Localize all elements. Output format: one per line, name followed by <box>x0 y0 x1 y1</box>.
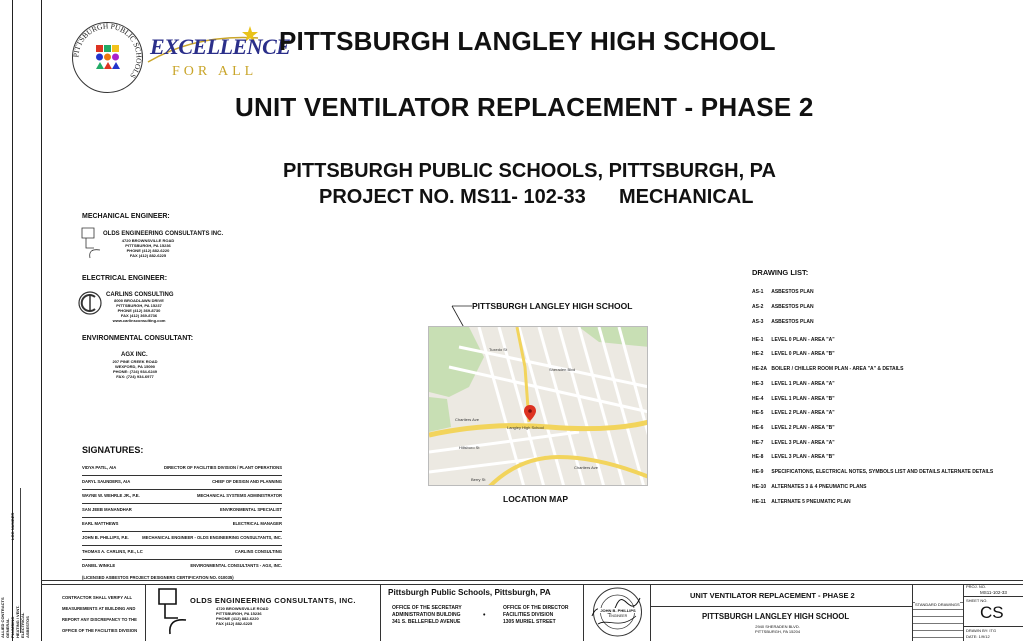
margin-line <box>41 0 42 641</box>
allied-label: ALLIED CONTRACTS <box>0 597 5 638</box>
firm-addr-line: PHONE (412) 882-6220 <box>216 616 259 621</box>
mech-addr-line: FAX (412) 882-6225 <box>129 253 167 258</box>
elec-firm-name: CARLINS CONSULTING <box>106 292 174 298</box>
signer-title: ENVIRONMENTAL SPECIALIST <box>220 507 282 512</box>
drawing-title: BOILER / CHILLER ROOM PLAN - AREA "A" & DETAILS <box>771 366 904 372</box>
signer-title: DIRECTOR OF FACILITIES DIVISION / PLANT OPERATIONS <box>163 465 282 470</box>
drawing-code: AS-3 <box>752 319 764 325</box>
firm-addr-line: PITTSBURGH, PA 15236 <box>216 611 262 616</box>
heating-label: HEATING / VENT. <box>15 605 20 638</box>
title-block-divider <box>380 584 381 641</box>
signer-title: MECHANICAL ENGINEER - OLDS ENGINEERING CONSULTANTS, INC. <box>142 535 282 540</box>
drawing-code: HE-3 <box>752 381 764 387</box>
signature-row <box>82 476 282 490</box>
env-addr-line: 207 PINE CREEK ROAD <box>112 359 158 364</box>
street-label: Tuxedo St <box>489 347 508 352</box>
signer-title: ELECTRICAL MANAGER <box>232 521 282 526</box>
location-map <box>428 326 648 486</box>
project-title: UNIT VENTILATOR REPLACEMENT - PHASE 2 <box>235 92 814 122</box>
drawing-title: LEVEL 0 PLAN - AREA "A" <box>771 337 835 343</box>
title-block-divider <box>650 606 912 607</box>
school-title: PITTSBURGH LANGLEY HIGH SCHOOL <box>279 26 776 56</box>
street-label: Berry St <box>471 477 486 482</box>
signer-title: MECHANICAL SYSTEMS ADMINISTRATOR <box>197 493 282 498</box>
map-caption: LOCATION MAP <box>503 494 569 504</box>
drawing-title: LEVEL 1 PLAN - AREA "A" <box>771 381 835 387</box>
sheet-no-label: SHEET NO. <box>966 598 988 603</box>
drawing-list-item <box>752 304 814 310</box>
signature-row <box>82 518 282 532</box>
plumbing-label: PLUMBING <box>10 616 15 638</box>
drawing-code: HE-9 <box>752 469 764 475</box>
sheet-no-value: CS <box>980 603 1004 622</box>
signer-name: DANIEL WINKLE <box>82 563 116 568</box>
signature-row <box>82 532 282 546</box>
office-director <box>503 605 568 626</box>
seal-subtitle: ENGINEER <box>608 614 628 618</box>
drawing-code: HE-2 <box>752 351 764 357</box>
street-label: Chartiers Ave <box>455 417 479 422</box>
drawing-title: LEVEL 1 PLAN - AREA "B" <box>771 396 835 402</box>
drawing-code: HE-10 <box>752 484 767 490</box>
signer-name: THOMAS A. CARLINS, P.E., LC <box>82 549 143 554</box>
elec-addr-line: PITTSBURGH, PA 15237 <box>116 303 162 308</box>
signer-title: ENVIRONMENTAL CONSULTANTS - AGX, INC. <box>190 563 282 568</box>
signer-name: VIDYA PATIL, AIA <box>82 465 117 470</box>
mech-engineer-label: MECHANICAL ENGINEER: <box>82 213 170 220</box>
title-block-divider <box>650 584 651 641</box>
drawing-title: ASBESTOS PLAN <box>771 304 814 310</box>
drawing-list-item <box>752 410 835 416</box>
title-block-divider <box>583 584 584 641</box>
excellence-logo <box>146 24 291 86</box>
street-label: Hillsboro St <box>459 445 480 450</box>
note-line: CONTRACTOR SHALL VERIFY ALL <box>62 595 133 600</box>
bullet-separator: • <box>483 612 486 619</box>
drawing-title: ASBESTOS PLAN <box>771 289 814 295</box>
contracts-labels <box>0 597 30 638</box>
drawing-code: AS-1 <box>752 289 764 295</box>
drawing-title: ALTERNATES 3 & 4 PNEUMATIC PLANS <box>771 484 867 490</box>
note-line: MEASUREMENTS AT BUILDING AND <box>62 606 136 611</box>
drawing-list-item <box>752 454 835 460</box>
drawing-title: ALTERNATE 5 PNEUMATIC PLAN <box>771 499 851 505</box>
mech-firm-name: OLDS ENGINEERING CONSULTANTS INC. <box>103 231 224 237</box>
signature-row <box>82 462 282 476</box>
carlins-logo <box>78 291 102 315</box>
title-block-project-title: UNIT VENTILATOR REPLACEMENT - PHASE 2 <box>690 591 855 600</box>
engineer-seal <box>590 586 645 638</box>
signature-row <box>82 490 282 504</box>
title-block-divider <box>145 584 146 641</box>
title-block-firm-name: OLDS ENGINEERING CONSULTANTS, INC. <box>190 596 356 605</box>
drawing-code: HE-1 <box>752 337 764 343</box>
office-line: OFFICE OF THE SECRETARY <box>392 605 462 611</box>
signer-name: JOHN B. PHILLIPS, P.E. <box>82 535 129 540</box>
log-number-label: LOG NUMBER <box>10 512 15 540</box>
signer-name: SAN JEEB MANANDHAR <box>82 507 132 512</box>
title-block-divider <box>963 596 1023 597</box>
drawing-list-item <box>752 319 814 325</box>
contractor-note <box>62 592 137 636</box>
office-line: FACILITIES DIVISION <box>503 612 554 618</box>
env-addr-line: FAX: (724) 934-6977 <box>116 374 154 379</box>
project-number: PROJECT NO. MS11- 102-33 <box>319 186 586 208</box>
street-label: Chartiers Ave <box>574 465 598 470</box>
title-block-divider <box>963 584 964 641</box>
drawing-code: HE-11 <box>752 499 766 505</box>
svg-text:PITTSBURGH PUBLIC SCHOOLS: PITTSBURGH PUBLIC SCHOOLS <box>71 21 144 81</box>
signature-row <box>82 546 282 560</box>
env-firm-address <box>105 359 165 379</box>
electrical-label: ELECTRICAL <box>20 612 25 638</box>
asbestos-label: ASBESTOS <box>25 616 30 638</box>
drawing-list-item <box>752 289 814 295</box>
drawing-code: AS-2 <box>752 304 764 310</box>
drawing-list-item <box>752 469 993 475</box>
title-block-firm-address <box>216 606 268 626</box>
mech-addr-line: PHONE (412) 882-6220 <box>126 248 170 253</box>
title-block-top-border <box>41 584 1023 585</box>
drawing-list-item <box>752 425 835 431</box>
note-line: OFFICE OF THE FACILITIES DIVISION <box>62 628 138 633</box>
env-firm-name: AGX INC. <box>121 352 148 358</box>
mech-addr-line: PITTSBURGH, PA 15236 <box>125 243 171 248</box>
standard-drawings-label: STANDARD DRAWINGS <box>915 602 960 607</box>
office-line: 341 S. BELLEFIELD AVENUE <box>392 619 461 625</box>
drawing-date: DATE: 1/9/12 <box>966 634 990 639</box>
seal-name: JOHN B. PHILLIPS <box>598 608 638 613</box>
title-block-top-border <box>41 580 1023 581</box>
drawing-list-label: DRAWING LIST: <box>752 268 809 277</box>
elec-addr-line: 8000 BROADLAWN DRIVE <box>114 298 164 303</box>
title-block-divider <box>963 626 1023 627</box>
title-block-school-address <box>755 624 800 634</box>
office-line: OFFICE OF THE DIRECTOR <box>503 605 569 611</box>
elec-engineer-label: ELECTRICAL ENGINEER: <box>82 275 168 282</box>
title-block-school-name: PITTSBURGH LANGLEY HIGH SCHOOL <box>702 612 850 621</box>
mech-addr-line: 4720 BROWNSVILLE ROAD <box>121 238 175 243</box>
olds-logo-large <box>156 586 188 636</box>
signature-footnote: (LICENSED ASBESTOS PROJECT DESIGNERS CERTIFICATION NO. 010035) <box>82 575 234 580</box>
signature-row <box>82 504 282 518</box>
office-line: 1305 MURIEL STREET <box>503 619 556 625</box>
margin-line <box>12 0 13 641</box>
drawing-list-item <box>752 351 835 357</box>
drawing-title: ASBESTOS PLAN <box>771 319 814 325</box>
map-callout: PITTSBURGH LANGLEY HIGH SCHOOL <box>472 301 633 311</box>
drawing-title: SPECIFICATIONS, ELECTRICAL NOTES, SYMBOLS LIST AND DETAILS ALTERNATE DETAILS <box>771 469 994 475</box>
firm-addr-line: 4720 BROWNSVILLE ROAD <box>216 606 269 611</box>
general-label: GENERAL <box>5 618 10 638</box>
drawing-code: HE-4 <box>752 396 764 402</box>
env-addr-line: WEXFORD, PA 15090 <box>114 364 155 369</box>
pps-logo <box>70 20 145 95</box>
mech-firm-address <box>103 238 193 258</box>
street-label: Langley High School <box>507 425 544 430</box>
office-secretary <box>392 605 462 626</box>
drawing-title: LEVEL 3 PLAN - AREA "A" <box>771 440 835 446</box>
drawn-by: DRAWN BY: ITG <box>966 628 997 633</box>
drawing-code: HE-2A <box>752 366 768 372</box>
drawing-list-item <box>752 499 851 505</box>
drawing-list-item <box>752 396 835 402</box>
drawing-title: LEVEL 2 PLAN - AREA "A" <box>771 410 835 416</box>
note-line: REPORT ANY DISCREPANCY TO THE <box>62 617 137 622</box>
district-subtitle: PITTSBURGH PUBLIC SCHOOLS, PITTSBURGH, PA <box>283 160 776 182</box>
proj-no-value: MS11-102-33 <box>980 590 1007 595</box>
olds-logo-small <box>80 226 102 260</box>
drawing-list-item <box>752 440 835 446</box>
env-addr-line: PHONE: (724) 934-6249 <box>112 369 158 374</box>
signer-title: CHIEF OF DESIGN AND PLANNING <box>212 479 282 484</box>
drawing-list-item <box>752 484 867 490</box>
proj-no-label: PROJ. NO. <box>966 584 987 589</box>
elec-firm-address <box>104 298 174 323</box>
elec-addr-line: FAX (412) 369-8736 <box>120 313 158 318</box>
excellence-word: EXCELLENCE <box>150 34 291 59</box>
school-addr-line: 2940 SHERADEN BLVD. <box>755 624 800 629</box>
discipline-label: MECHANICAL <box>619 186 754 208</box>
drawing-code: HE-8 <box>752 454 764 460</box>
firm-addr-line: FAX (412) 882-6225 <box>216 621 253 626</box>
elec-addr-line: PHONE (412) 369-8730 <box>117 308 161 313</box>
env-consultant-label: ENVIRONMENTAL CONSULTANT: <box>82 335 194 342</box>
title-block-district: Pittsburgh Public Schools, Pittsburgh, PA <box>388 588 551 597</box>
drawing-title: LEVEL 0 PLAN - AREA "B" <box>771 351 835 357</box>
signature-row <box>82 560 282 574</box>
drawing-list-item <box>752 366 903 372</box>
elec-addr-line: www.carlinsconsulting.com <box>112 318 166 323</box>
drawing-list-item <box>752 381 835 387</box>
drawing-title: LEVEL 3 PLAN - AREA "B" <box>771 454 835 460</box>
signer-name: EARL MATTHEWS <box>82 521 119 526</box>
school-addr-line: PITTSBURGH, PA 15204 <box>755 629 801 634</box>
drawing-code: HE-5 <box>752 410 764 416</box>
drawing-title: LEVEL 2 PLAN - AREA "B" <box>771 425 835 431</box>
street-label: Sheraden Blvd <box>549 367 576 372</box>
signer-name: WAYNE W. WEHRLE JR., P.E. <box>82 493 140 498</box>
signer-title: CARLINS CONSULTING <box>234 549 282 554</box>
drawing-code: HE-6 <box>752 425 764 431</box>
signatures-label: SIGNATURES: <box>82 445 144 455</box>
drawing-code: HE-7 <box>752 440 764 446</box>
drawing-list-item <box>752 337 835 343</box>
for-all-word: FOR ALL <box>172 64 258 79</box>
office-line: ADMINISTRATION BUILDING <box>392 612 461 618</box>
signer-name: DARYL SAUNDERS, AIA <box>82 479 131 484</box>
